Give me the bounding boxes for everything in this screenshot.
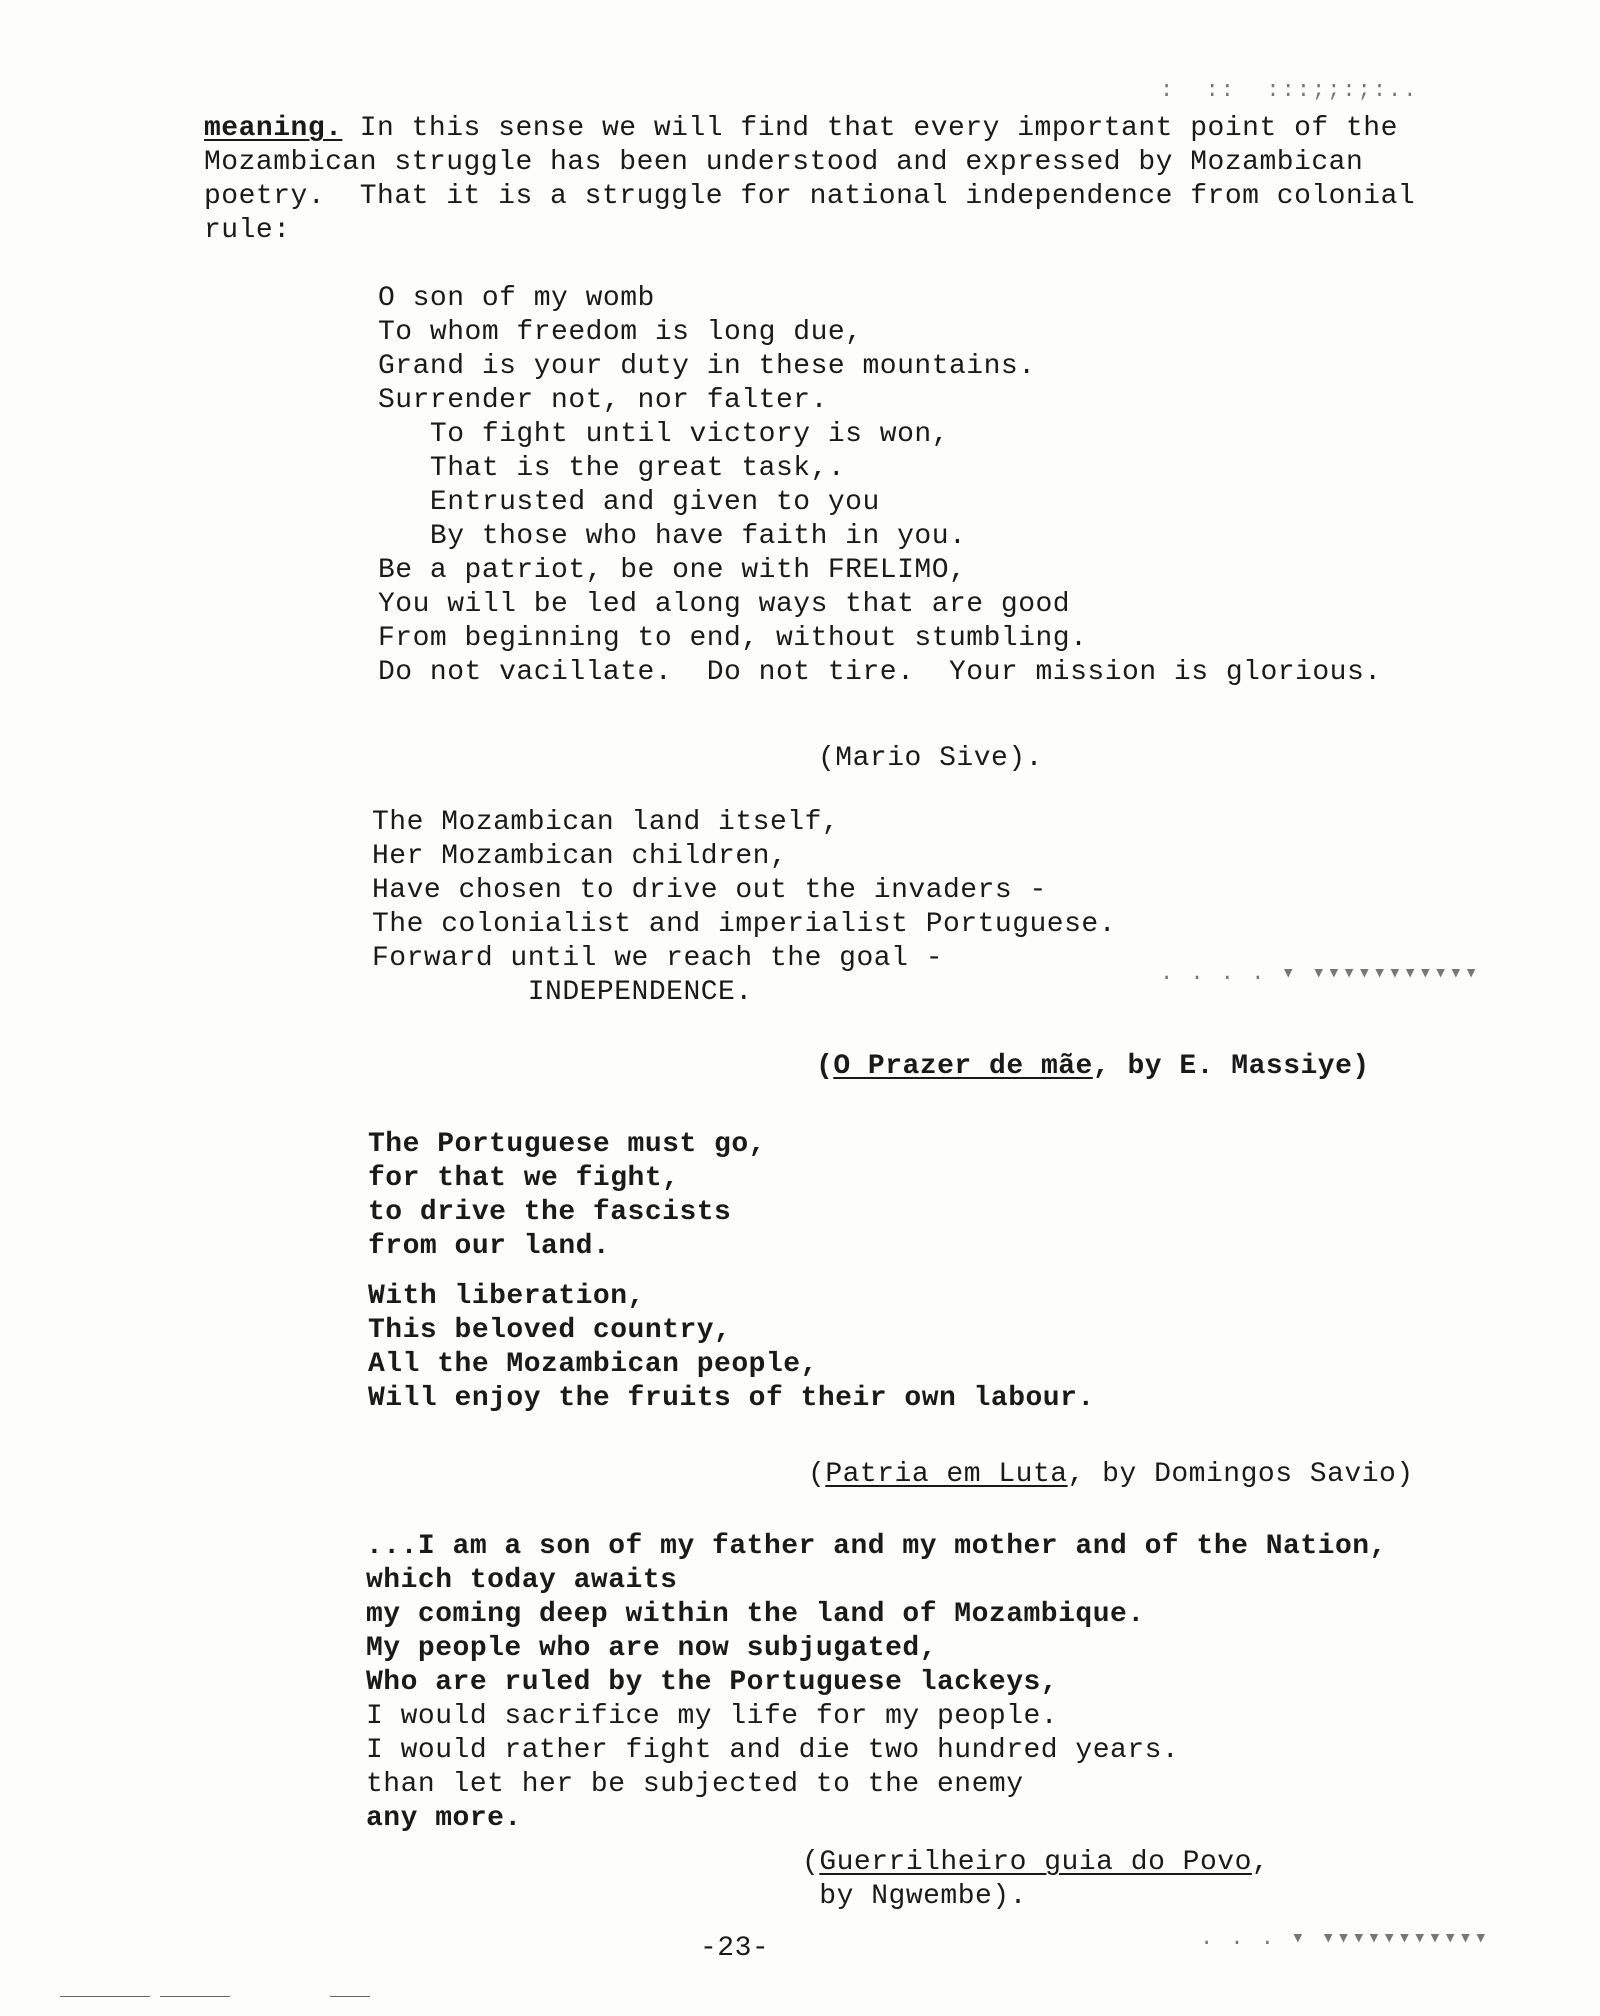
- poem3-line: to drive the fascists: [368, 1197, 732, 1228]
- poem4-line: I would rather fight and die two hundred years.: [366, 1735, 1180, 1766]
- scan-edge: [60, 1996, 150, 1997]
- poem3-title: Patria em Luta: [825, 1459, 1068, 1490]
- intro-line-4: rule:: [204, 215, 291, 246]
- poem1-line: Do not vacillate. Do not tire. Your mission is glorious.: [378, 657, 1382, 688]
- poem1-line: That is the great task,.: [378, 453, 846, 484]
- poem2-line: The colonialist and imperialist Portuguese.: [372, 909, 1117, 940]
- intro-emphasis: meaning.: [204, 113, 343, 144]
- scan-edge: [330, 1996, 370, 1997]
- scan-noise: . . . ▾ ▾▾▾▾▾▾▾▾▾▾▾: [1200, 1926, 1490, 1951]
- poem2-attribution: (O Prazer de mãe, by E. Massiye): [816, 1051, 1370, 1082]
- poem3-line: Will enjoy the fruits of their own labour.: [368, 1383, 1095, 1414]
- poem1-attribution: (Mario Sive).: [818, 743, 1043, 774]
- poem2-line: Forward until we reach the goal -: [372, 943, 943, 974]
- poem2-line: The Mozambican land itself,: [372, 807, 840, 838]
- poem3-line: This beloved country,: [368, 1315, 732, 1346]
- poem1-line: O son of my womb: [378, 283, 655, 314]
- poem4-title: Guerrilheiro guia do Povo: [819, 1847, 1252, 1878]
- poem4-line: my coming deep within the land of Mozambique.: [366, 1599, 1145, 1630]
- poem1-line: Surrender not, nor falter.: [378, 385, 828, 416]
- page-number: -23-: [700, 1933, 770, 1964]
- poem4-attribution-author: by Ngwembe).: [802, 1881, 1027, 1912]
- poem3-line: for that we fight,: [368, 1163, 680, 1194]
- poem4-line: than let her be subjected to the enemy: [366, 1769, 1024, 1800]
- poem2-title: O Prazer de mãe: [833, 1051, 1093, 1082]
- poem4-line: I would sacrifice my life for my people.: [366, 1701, 1059, 1732]
- intro-line-3: poetry. That it is a struggle for national independence from colonial: [204, 181, 1416, 212]
- poem2-line: INDEPENDENCE.: [372, 977, 753, 1008]
- scan-edge: [160, 1996, 230, 1997]
- poem3-line: from our land.: [368, 1231, 611, 1262]
- poem1-line: To whom freedom is long due,: [378, 317, 863, 348]
- poem1-line: Entrusted and given to you: [378, 487, 880, 518]
- poem3-attribution: (Patria em Luta, by Domingos Savio): [808, 1459, 1414, 1490]
- poem2-line: Her Mozambican children,: [372, 841, 788, 872]
- scan-noise: : :: :::;;:;:..: [1160, 78, 1419, 103]
- poem1-line: Be a patriot, be one with FRELIMO,: [378, 555, 967, 586]
- poem4-line: ...I am a son of my father and my mother and of the Nation,: [366, 1531, 1387, 1562]
- poem4-line: which today awaits: [366, 1565, 678, 1596]
- intro-line-2: Mozambican struggle has been understood and expressed by Mozambican: [204, 147, 1364, 178]
- poem4-attribution: (Guerrilheiro guia do Povo,: [802, 1847, 1270, 1878]
- poem1-line: You will be led along ways that are good: [378, 589, 1071, 620]
- poem1-line: Grand is your duty in these mountains.: [378, 351, 1036, 382]
- intro-line-1: meaning. In this sense we will find that every important point of the: [204, 113, 1398, 144]
- poem2-line: Have chosen to drive out the invaders -: [372, 875, 1047, 906]
- poem4-line: any more.: [366, 1803, 522, 1834]
- poem3-line: The Portuguese must go,: [368, 1129, 766, 1160]
- poem4-line: Who are ruled by the Portuguese lackeys,: [366, 1667, 1059, 1698]
- poem3-line: All the Mozambican people,: [368, 1349, 818, 1380]
- poem4-line: My people who are now subjugated,: [366, 1633, 937, 1664]
- poem3-line: With liberation,: [368, 1281, 645, 1312]
- poem1-line: To fight until victory is won,: [378, 419, 949, 450]
- poem1-line: From beginning to end, without stumbling.: [378, 623, 1088, 654]
- poem1-line: By those who have faith in you.: [378, 521, 967, 552]
- scan-noise: . . . . ▾ ▾▾▾▾▾▾▾▾▾▾▾: [1160, 961, 1480, 986]
